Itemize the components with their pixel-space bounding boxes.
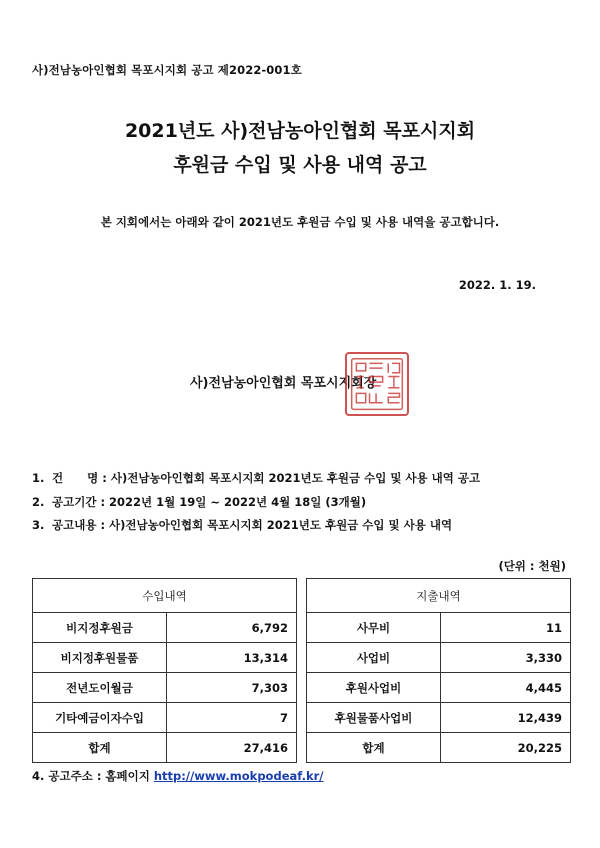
- income-value: 13,314: [167, 643, 297, 673]
- expense-total-label: 합계: [307, 733, 441, 763]
- table-total-row: [33, 733, 571, 763]
- table-row: [33, 703, 571, 733]
- expense-label: 사업비: [307, 643, 441, 673]
- info-value: 사)전남농아인협회 목포시지회 2021년도 후원금 수입 및 사용 내역 공고: [110, 471, 481, 485]
- table-gap: [297, 673, 307, 703]
- homepage-link[interactable]: http://www.mokpodeaf.kr/: [153, 769, 324, 783]
- contact-label: 4. 공고주소 : 홈페이지: [32, 769, 150, 783]
- info-number: 2.: [32, 495, 45, 509]
- finance-table: [32, 578, 571, 763]
- page-title-line-1: 2021년도 사)전남농아인협회 목포시지회: [124, 120, 476, 142]
- info-line-content: 3. 공고내용 : 사)전남농아인협회 목포시지회 2021년도 후원금 수입 및 사용 내역: [32, 518, 453, 532]
- official-seal-stamp: [345, 352, 409, 416]
- income-label: 전년도이월금: [33, 673, 167, 703]
- contact-line: [32, 768, 324, 784]
- intro-text: 본 지회에서는 아래와 같이 2021년도 후원금 수입 및 사용 내역을 공고합니다.: [100, 215, 500, 229]
- seal-icon: [347, 354, 407, 414]
- income-label: 비지정후원금: [33, 613, 167, 643]
- table-row: [33, 613, 571, 643]
- unit-label: (단위 : 천원): [498, 559, 566, 573]
- income-label: 기타예금이자수입: [33, 703, 167, 733]
- document-number: 사)전남농아인협회 목포시지회 공고 제2022-001호: [32, 63, 302, 77]
- expense-value: 12,439: [441, 703, 571, 733]
- page-title-line-2: 후원금 수입 및 사용 내역 공고: [173, 154, 427, 176]
- table-row: [33, 673, 571, 703]
- info-value: 사)전남농아인협회 목포시지회 2021년도 후원금 수입 및 사용 내역: [109, 518, 453, 532]
- issuer-name: 사)전남농아인협회 목포시지회장: [190, 376, 377, 391]
- table-gap: [297, 613, 307, 643]
- expense-total-value: 20,225: [441, 733, 571, 763]
- income-value: 6,792: [167, 613, 297, 643]
- expense-label: 사무비: [307, 613, 441, 643]
- expense-value: 3,330: [441, 643, 571, 673]
- table-gap: [297, 643, 307, 673]
- info-value: 2022년 1월 19일 ~ 2022년 4월 18일 (3개월): [109, 495, 367, 509]
- income-value: 7: [167, 703, 297, 733]
- info-number: 1.: [32, 471, 45, 485]
- expense-value: 4,445: [441, 673, 571, 703]
- expense-header: 지출내역: [307, 579, 571, 613]
- income-total-value: 27,416: [167, 733, 297, 763]
- info-label: 공고내용: [52, 518, 97, 532]
- income-total-label: 합계: [33, 733, 167, 763]
- income-header: 수입내역: [33, 579, 297, 613]
- info-line-title: 1. 건 명 : 사)전남농아인협회 목포시지회 2021년도 후원금 수입 및 사용 내역 공고: [32, 471, 481, 485]
- info-number: 3.: [32, 518, 45, 532]
- expense-label: 후원물품사업비: [307, 703, 441, 733]
- table-row: [33, 643, 571, 673]
- income-label: 비지정후원물품: [33, 643, 167, 673]
- expense-value: 11: [441, 613, 571, 643]
- info-line-period: 2. 공고기간 : 2022년 1월 19일 ~ 2022년 4월 18일 (3개월): [32, 495, 367, 509]
- income-value: 7,303: [167, 673, 297, 703]
- info-label: 공고기간: [52, 495, 97, 509]
- announcement-date: 2022. 1. 19.: [458, 278, 536, 292]
- table-header-row: [33, 579, 571, 613]
- info-label: 건 명: [52, 471, 99, 485]
- table-gap: [297, 703, 307, 733]
- table-gap: [297, 579, 307, 613]
- table-gap: [297, 733, 307, 763]
- expense-label: 후원사업비: [307, 673, 441, 703]
